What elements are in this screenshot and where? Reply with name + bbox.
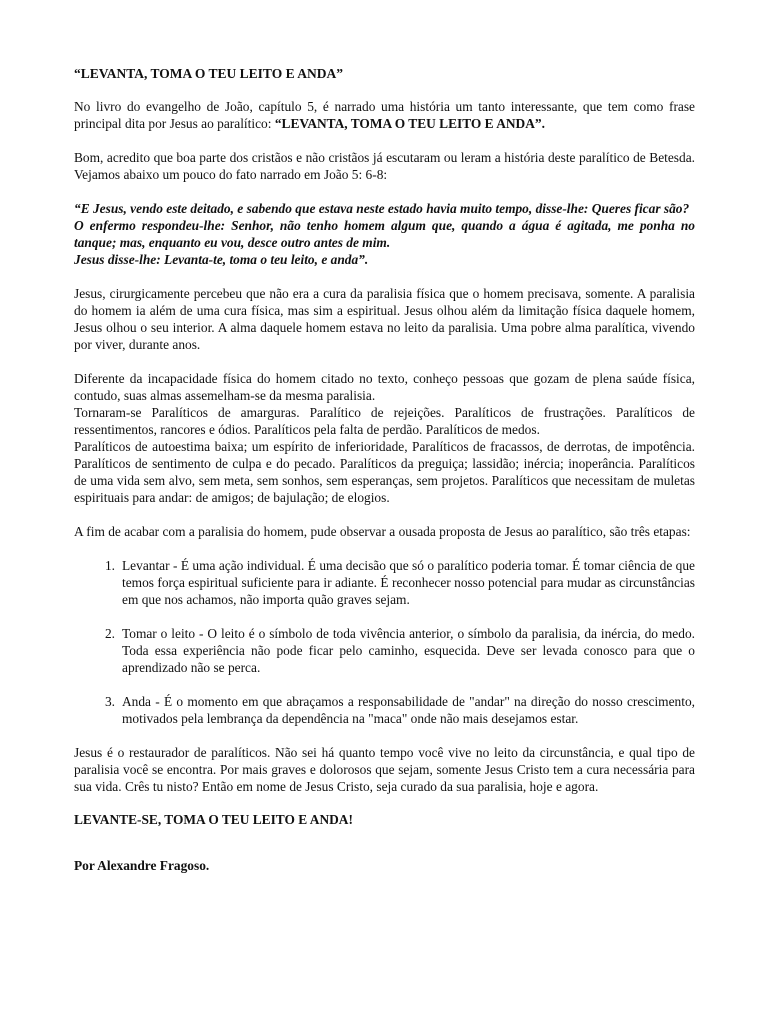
quote-line: O enfermo respondeu-lhe: Senhor, não tenho homem algum que, quando a água é agitada, me ponha no tanque; mas, enquanto eu vou, desce outro antes de mim. bbox=[74, 218, 695, 250]
quote-line: “E Jesus, vendo este deitado, e sabendo que estava neste estado havia muito tempo, disse-lhe: Queres ficar são? bbox=[74, 201, 690, 216]
list-item bbox=[74, 693, 695, 727]
document-title: “LEVANTA, TOMA O TEU LEITO E ANDA” bbox=[74, 66, 343, 81]
author-signature: Por Alexandre Fragoso. bbox=[74, 858, 210, 873]
list-number: 3. bbox=[104, 694, 115, 709]
intro-paragraph bbox=[74, 98, 695, 132]
paragraph-5: A fim de acabar com a paralisia do homem, pude observar a ousada proposta de Jesus ao paralítico, são três etapas: bbox=[74, 524, 691, 539]
quote-line: Jesus disse-lhe: Levanta-te, toma o teu leito, e anda”. bbox=[74, 252, 369, 267]
list-text: Anda - É o momento em que abraçamos a responsabilidade de "andar" na direção do nosso crescimento, motivados pela lembrança da dependência na "maca" onde não mais desejamos estar. bbox=[122, 694, 695, 726]
paragraph-4-line: Paralíticos de autoestima baixa; um espírito de inferioridade, Paralíticos de fracassos, de derrotas, de impotência. Paralíticos de sentimento de culpa e do pecado. Paralíticos da preguiça; lassidão; inércia; inoperância. Paralíticos de uma vida sem alvo, sem meta, sem sonhos, sem esperanças, sem projetos. Paralíticos que necessitam de muletas espirituais para andar: de amigos; de bajulação; de elogios. bbox=[74, 439, 695, 505]
list-item bbox=[74, 625, 695, 676]
paragraph-4 bbox=[74, 370, 695, 506]
list-number: 1. bbox=[104, 558, 115, 573]
paragraph-2: Bom, acredito que boa parte dos cristãos e não cristãos já escutaram ou leram a história deste paralítico de Betesda. Vejamos abaixo um pouco do fato narrado em João 5: 6-8: bbox=[74, 150, 695, 182]
list-text: Levantar - É uma ação individual. É uma decisão que só o paralítico poderia tomar. É tomar ciência de que temos força espiritual suficiente para ir adiante. É reconhecer nosso potencial para mudar as circunstâncias em que nos achamos, não importa quão graves sejam. bbox=[122, 558, 695, 607]
intro-quote: “LEVANTA, TOMA O TEU LEITO E ANDA”. bbox=[274, 116, 545, 131]
steps-list bbox=[74, 557, 695, 727]
bible-quote bbox=[74, 200, 695, 268]
list-number: 2. bbox=[104, 626, 115, 641]
list-text: Tomar o leito - O leito é o símbolo de toda vivência anterior, o símbolo da paralisia, da inércia, do medo. Toda essa experiência não pode ficar pelo caminho, esquecida. Deve ser levada conosco para que o aprendizado não se perca. bbox=[122, 626, 695, 675]
paragraph-4-line: Tornaram-se Paralíticos de amarguras. Paralítico de rejeições. Paralíticos de frustrações. Paralíticos de ressentimentos, rancores e ódios. Paralíticos pela falta de perdão. Paralíticos de medos. bbox=[74, 405, 695, 437]
closing-line: LEVANTE-SE, TOMA O TEU LEITO E ANDA! bbox=[74, 812, 353, 827]
intro-text: No livro do evangelho de João, capítulo 5, é narrado uma história um tanto interessante, que tem como frase principal dita por Jesus ao paralítico: bbox=[74, 99, 695, 131]
paragraph-6: Jesus é o restaurador de paralíticos. Não sei há quanto tempo você vive no leito da circunstância, e qual tipo de paralisia você se encontra. Por mais graves e dolorosos que sejam, somente Jesus Cristo tem a cura necessária para sua vida. Crês tu nisto? Então em nome de Jesus Cristo, seja curado da sua paralisia, hoje e agora. bbox=[74, 745, 695, 794]
paragraph-4-line: Diferente da incapacidade física do homem citado no texto, conheço pessoas que gozam de plena saúde física, contudo, suas almas assemelham-se da mesma paralisia. bbox=[74, 371, 695, 403]
list-item bbox=[74, 557, 695, 608]
paragraph-3: Jesus, cirurgicamente percebeu que não era a cura da paralisia física que o homem precisava, somente. A paralisia do homem ia além de uma cura física, mas sim a espiritual. Jesus olhou além da limitação física daquele homem, Jesus olhou o seu interior. A alma daquele homem estava no leito da paralisia. Uma pobre alma paralítica, vivendo por viver, durante anos. bbox=[74, 286, 695, 352]
